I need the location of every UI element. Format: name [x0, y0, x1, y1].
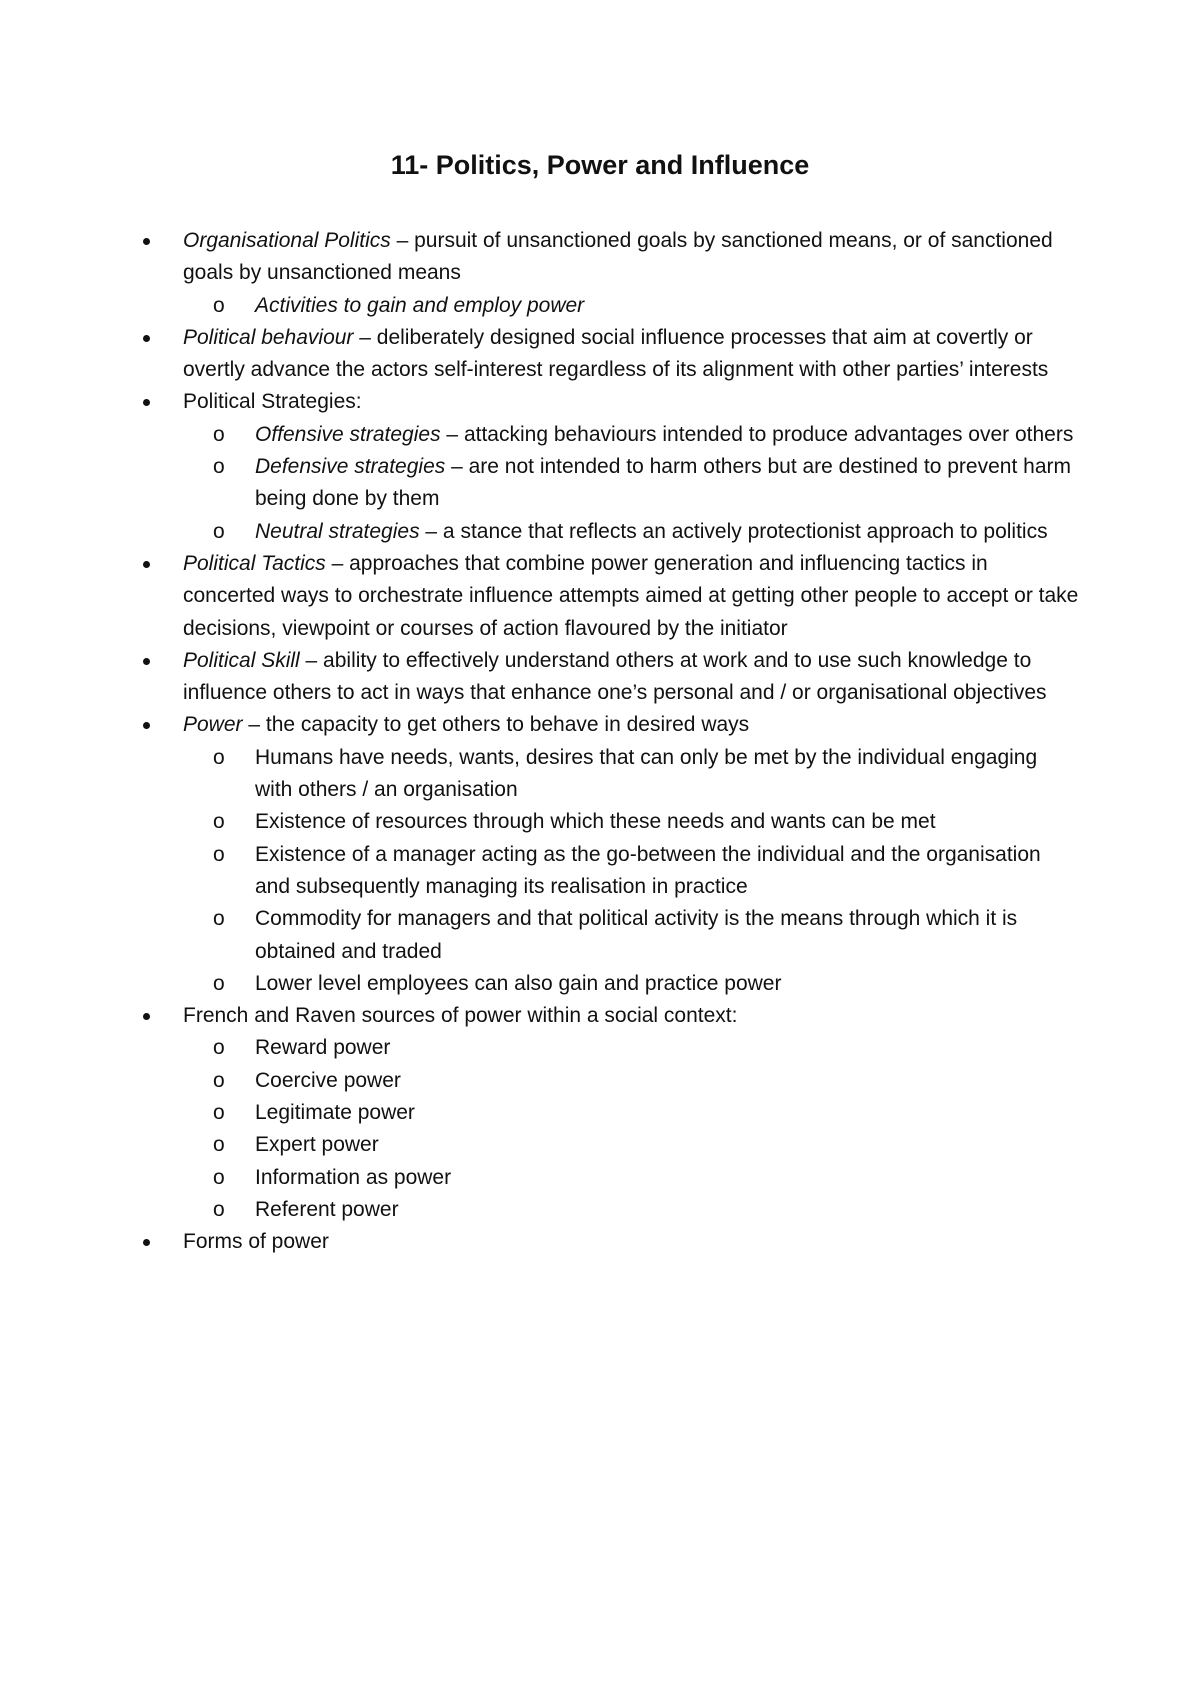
item-term: Political Tactics: [183, 551, 326, 575]
item-text: – deliberately designed social influence processes that aim at covertly or overtly advance the actors self-interest regardless of its alignment with other parties’ interests: [183, 325, 1049, 382]
list-item: [140, 645, 1080, 710]
sub-item-text: Lower level employees can also gain and practice power: [255, 971, 782, 995]
bullet-icon: [143, 238, 150, 245]
sub-item-text: Existence of a manager acting as the go-between the individual and the organisation and subsequently managing its realisation in practice: [255, 842, 1041, 898]
sub-list-item: [213, 903, 1080, 968]
sub-list-item: [213, 742, 1080, 807]
sub-item-term: Offensive strategies: [255, 422, 441, 446]
item-text: – the capacity to get others to behave in desired ways: [242, 713, 750, 737]
sub-list-item: [213, 1065, 1080, 1097]
sub-list-item: [213, 516, 1080, 548]
list-item: [140, 386, 1080, 547]
sub-item-term: Neutral strategies: [255, 519, 420, 543]
hollow-bullet-icon: o: [213, 519, 225, 543]
page-title: 11- Politics, Power and Influence: [390, 150, 810, 180]
sub-item-text: Legitimate power: [255, 1101, 415, 1125]
hollow-bullet-icon: o: [213, 455, 225, 479]
list-item: [140, 225, 1080, 322]
item-text: – pursuit of unsanctioned goals by sanctioned means, or of sanctioned goals by unsanctioned means: [183, 229, 1053, 285]
sub-item-text: – attacking behaviours intended to produce advantages over others: [440, 422, 1074, 446]
sub-item-text: Referent power: [255, 1197, 399, 1221]
notes-content: [140, 225, 1080, 1259]
hollow-bullet-icon: o: [213, 1197, 225, 1221]
list-item: [140, 548, 1080, 645]
item-text: Forms of power: [183, 1230, 329, 1254]
sub-bullet-list: [213, 290, 1080, 322]
hollow-bullet-icon: o: [213, 745, 225, 769]
sub-item-text: Commodity for managers and that political activity is the means through which it is obtained and traded: [255, 907, 1018, 963]
sub-item-text: Existence of resources through which these needs and wants can be met: [255, 810, 936, 834]
list-item: [140, 709, 1080, 1000]
item-term: Political behaviour: [183, 325, 354, 349]
bullet-list: [140, 225, 1080, 1259]
sub-bullet-list: [213, 742, 1080, 1000]
item-term: Organisational Politics: [183, 229, 391, 252]
sub-list-item: [213, 839, 1080, 904]
sub-bullet-list: [213, 1032, 1080, 1226]
list-item: [140, 1226, 1080, 1258]
sub-item-term: Activities to gain and employ power: [255, 293, 585, 317]
hollow-bullet-icon: o: [213, 842, 225, 866]
sub-list-item: [213, 290, 1080, 322]
sub-item-text: Expert power: [255, 1133, 379, 1157]
sub-item-text: – a stance that reflects an actively protectionist approach to politics: [419, 519, 1048, 543]
sub-list-item: [213, 419, 1080, 451]
sub-item-text: – are not intended to harm others but are destined to prevent harm being done by them: [255, 455, 1071, 511]
hollow-bullet-icon: o: [213, 1036, 225, 1060]
sub-item-text: Reward power: [255, 1036, 391, 1060]
hollow-bullet-icon: o: [213, 1101, 225, 1125]
hollow-bullet-icon: o: [213, 907, 225, 931]
list-item: [140, 1000, 1080, 1226]
hollow-bullet-icon: o: [213, 971, 225, 995]
sub-bullet-list: [213, 419, 1080, 548]
sub-list-item: [213, 1162, 1080, 1194]
hollow-bullet-icon: o: [213, 293, 225, 317]
item-term: Political Skill: [183, 648, 300, 672]
sub-list-item: [213, 451, 1080, 516]
sub-list-item: [213, 1194, 1080, 1226]
hollow-bullet-icon: o: [213, 1165, 225, 1189]
item-text: – approaches that combine power generation and influencing tactics in concerted ways to orchestrate influence attempts aimed at getting other people to accept or take decisions, viewpoint or courses of action flavoured by the initiator: [183, 551, 1079, 640]
bullet-icon: [143, 1239, 150, 1246]
sub-list-item: [213, 806, 1080, 838]
sub-item-term: Defensive strategies: [255, 455, 446, 479]
item-text: French and Raven sources of power within a social context:: [183, 1004, 738, 1028]
hollow-bullet-icon: o: [213, 1133, 225, 1157]
list-item: [140, 322, 1080, 387]
bullet-icon: [143, 561, 150, 568]
sub-item-text: Coercive power: [255, 1068, 401, 1092]
item-text: Political Strategies:: [183, 390, 362, 414]
bullet-icon: [143, 399, 150, 406]
hollow-bullet-icon: o: [213, 1068, 225, 1092]
hollow-bullet-icon: o: [213, 810, 225, 834]
sub-item-text: Information as power: [255, 1165, 452, 1189]
bullet-icon: [143, 722, 150, 729]
bullet-icon: [143, 658, 150, 665]
bullet-icon: [143, 335, 150, 342]
sub-list-item: [213, 968, 1080, 1000]
item-text: – ability to effectively understand others at work and to use such knowledge to influence others to act in ways that enhance one’s personal and / or organisational objectives: [183, 648, 1047, 705]
bullet-icon: [143, 1013, 150, 1020]
sub-list-item: [213, 1129, 1080, 1161]
sub-list-item: [213, 1097, 1080, 1129]
item-term: Power: [183, 713, 243, 737]
hollow-bullet-icon: o: [213, 422, 225, 446]
sub-list-item: [213, 1032, 1080, 1064]
sub-item-text: Humans have needs, wants, desires that can only be met by the individual engaging with others / an organisation: [255, 745, 1038, 802]
